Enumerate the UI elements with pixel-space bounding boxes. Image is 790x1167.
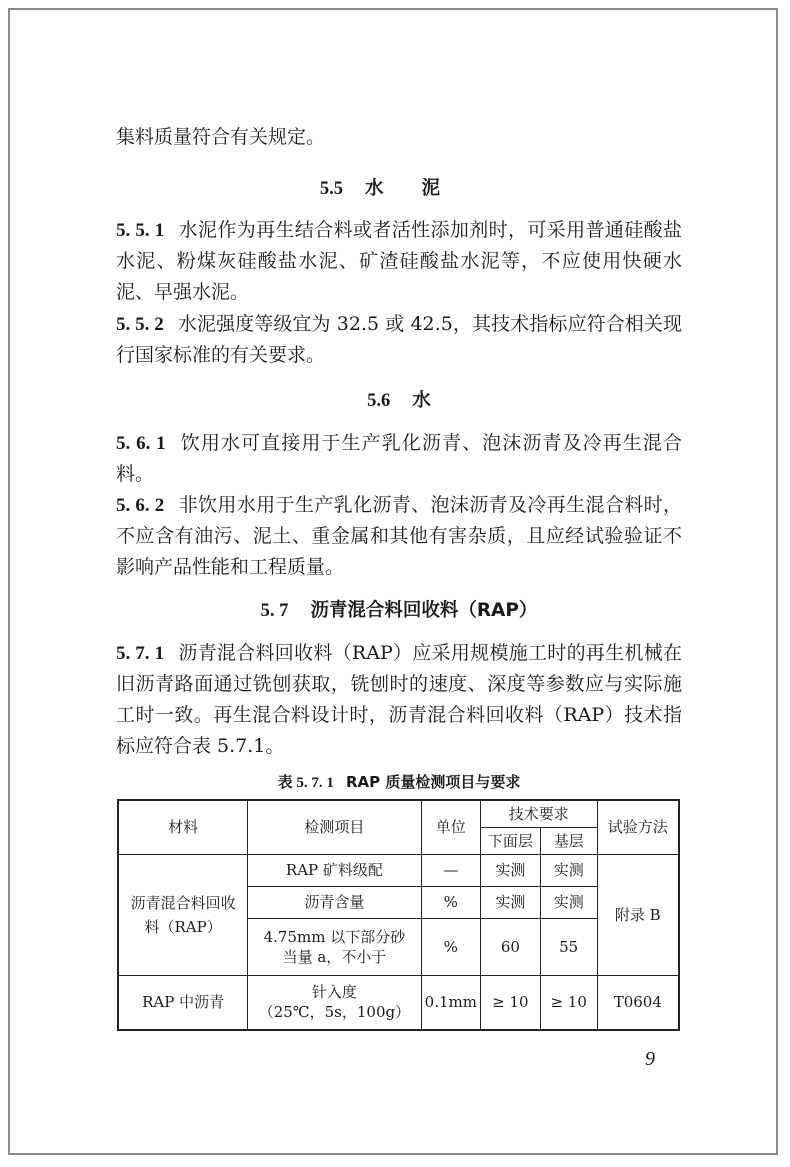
cell-unit: % (421, 918, 480, 975)
section-number: 5.5 (319, 179, 344, 199)
cell-base: 55 (540, 918, 597, 975)
header-requirement: 技术要求 (480, 800, 597, 827)
cell-material-rap-asphalt: RAP 中沥青 (118, 975, 248, 1030)
clause-number: 5. 6. 2 (116, 495, 165, 516)
clause-number: 5. 6. 1 (116, 433, 166, 454)
table-header-row (118, 800, 679, 827)
cell-unit: — (421, 854, 480, 886)
clause-text: 沥青混合料回收料（RAP）应采用规模施工时的再生机械在旧沥青路面通过铣刨获取，铣刨时的速度、深度等参数应与实际施工时一致。再生混合料设计时，沥青混合料回收料（RAP）技术指标应符合表 5.7.1。 (116, 642, 683, 757)
cell-lower: 实测 (480, 886, 540, 918)
clause-text: 水泥作为再生结合料或者活性添加剂时，可采用普通硅酸盐水泥、粉煤灰硅酸盐水泥、矿渣硅酸盐水泥等，不应使用快硬水泥、早强水泥。 (116, 219, 682, 303)
cell-unit: % (421, 886, 480, 918)
header-method: 试验方法 (597, 800, 679, 854)
section-heading-5-7 (116, 596, 682, 626)
section-title: 水 (412, 390, 431, 411)
table-row (118, 975, 679, 1030)
clause-number: 5. 5. 2 (116, 314, 164, 335)
cell-method-appendix: 附录 B (597, 854, 679, 975)
cell-material-rap: 沥青混合料回收料（RAP） (118, 854, 248, 975)
rap-requirements-table (117, 799, 680, 1031)
clause-5-5-1 (116, 215, 682, 308)
section-number: 5. 7 (260, 601, 289, 621)
cell-method: T0604 (597, 975, 679, 1030)
section-heading-5-5 (116, 174, 682, 204)
cell-lower: ≥ 10 (480, 975, 540, 1030)
clause-number: 5. 5. 1 (116, 220, 165, 241)
header-base-layer: 基层 (540, 827, 597, 854)
section-heading-5-6 (116, 386, 682, 416)
section-title: 水泥 (365, 178, 479, 199)
clause-5-5-2 (116, 309, 682, 371)
section-title: 沥青混合料回收料（RAP） (310, 600, 538, 621)
clause-text: 水泥强度等级宜为 32.5 或 42.5，其技术指标应符合相关现行国家标准的有关要求。 (116, 313, 683, 366)
page-number: 9 (645, 1048, 655, 1070)
cell-item-line: （25℃，5s，100g） (258, 1003, 411, 1022)
intro-text: 集料质量符合有关规定。 (116, 126, 326, 148)
cell-unit: 0.1mm (421, 975, 480, 1030)
clause-text: 非饮用水用于生产乳化沥青、泡沫沥青及冷再生混合料时，不应含有油污、泥土、重金属和其他有害杂质，且应经试验验证不影响产品性能和工程质量。 (116, 494, 682, 578)
cell-item (248, 918, 421, 975)
header-unit: 单位 (421, 800, 480, 854)
cell-base: ≥ 10 (540, 975, 597, 1030)
header-material: 材料 (118, 800, 248, 854)
clause-5-6-1 (116, 428, 682, 490)
cell-base: 实测 (540, 854, 597, 886)
table-caption (116, 771, 682, 794)
cell-base: 实测 (540, 886, 597, 918)
cell-item: 沥青含量 (248, 886, 421, 918)
table-caption-title: RAP 质量检测项目与要求 (345, 773, 521, 791)
cell-item-line: 当量 a，不小于 (282, 947, 387, 966)
cell-lower: 60 (480, 918, 540, 975)
table-row (118, 854, 679, 886)
cell-item: RAP 矿料级配 (248, 854, 421, 886)
header-lower-layer: 下面层 (480, 827, 540, 854)
cell-lower: 实测 (480, 854, 540, 886)
intro-line (116, 122, 682, 153)
cell-item-line: 针入度 (311, 983, 357, 1002)
clause-5-6-2 (116, 490, 682, 583)
clause-text: 饮用水可直接用于生产乳化沥青、泡沫沥青及冷再生混合料。 (116, 432, 682, 485)
clause-5-7-1 (116, 638, 682, 762)
table-caption-number: 表 5. 7. 1 (277, 775, 334, 791)
cell-item (248, 975, 421, 1030)
cell-item-line: 4.75mm 以下部分砂 (263, 927, 406, 946)
clause-number: 5. 7. 1 (116, 643, 165, 664)
section-number: 5.6 (367, 391, 391, 411)
header-item: 检测项目 (248, 800, 421, 854)
